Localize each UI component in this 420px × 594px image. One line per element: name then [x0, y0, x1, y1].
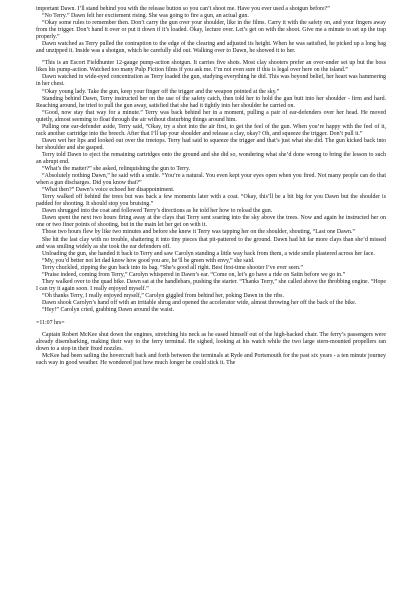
body-paragraph: important Dawn. I’ll stand behind you with the release button so you can’t shoot me. Have you ever used a shotgun before?”: [36, 6, 330, 12]
body-paragraph: Dawn shook Carolyn’s hand off with an irritable shrug and opened the accelerator wide, almost throwing her off the back of the bike.: [42, 299, 357, 306]
body-paragraph: “Absolutely nothing Dawn,” he said with a smile. “You’re a natural. You even kept your eyes open when you fired. Not many people can do that when a gun discharges. Did you know that?”: [36, 173, 386, 187]
body-paragraph: “Good, now stay that way for a minute.” Terry was back behind her in a moment, pulling a pair of ear-defenders over her head. He moved quietly, almost seeming to float through the air without disturbing things around him.: [36, 109, 386, 123]
body-paragraph: “Okay young lady. Take the gun, keep your finger off the trigger and the weapon pointed at the sky.”: [42, 88, 280, 95]
body-paragraph: Terry chuckled, zipping the gun back into its bag. “She’s good all right. Best first-time shooter I’ve ever seen.”: [42, 264, 303, 271]
body-paragraph: Dawn spent the next two hours firing away at the clays that Terry sent soaring into the sky above the trees. Now and again he instructed her on one or two finer points of shooting, but in the main let her get on with it.: [36, 215, 386, 229]
body-paragraph: Unloading the gun, she handed it back to Terry and saw Carolyn standing a little way back from them, a wide smile plastered across her face.: [42, 250, 375, 257]
body-paragraph: Pulling one ear-defender aside, Terry said, “Okay, try a shot into the air first, to get the feel of the gun. When you’re happy with the feel of it, rack another cartridge into the breech. After that I’ll tap your shoulder and release a clay, okay? Oh, and squeeze the trigger. Don’t pull it.”: [36, 123, 386, 137]
body-paragraph: Dawn watched in wide-eyed concentration as Terry loaded the gun, studying everything he did. This was beyond belief, her heart was hammering in her chest.: [36, 74, 386, 88]
body-paragraph: Those two hours flew by like two minutes and before she knew it Terry was tapping her on the shoulder, shouting, “Last one Dawn.”: [42, 229, 356, 236]
body-paragraph: Terry told Dawn to eject the remaining cartridges onto the ground and she did so, wondering what she’d done wrong to bring the lesson to such an abrupt end.: [36, 151, 386, 165]
body-paragraph: “What then?” Dawn’s voice echoed her disappointment.: [42, 187, 175, 194]
body-paragraph: “My, you’d better not let dad know how good you are, he’ll be green with envy,” she said.: [42, 257, 255, 264]
body-paragraph: “What’s the matter?” she asked, relinquishing the gun to Terry.: [42, 166, 191, 173]
body-paragraph: “This is an Escort Fieldhunter 12-gauge pump-action shotgun. It carries five shots. Most clay shooters prefer an over-under set up but the boss likes his pump-action. Watched too many Pulp Fiction films if you ask me. I’m not even sure if this is legal over here on the island.”: [36, 60, 386, 74]
body-paragraph: She hit the last clay with no trouble, shattering it into tiny pieces that pit-pattered to the ground. Dawn had hit far more clays than she’d missed and was smiling widely as she took the ear defenders off.: [36, 236, 386, 250]
section-time-marker: =11:07 hrs=: [36, 320, 65, 327]
body-paragraph: They walked over to the quad bike. Dawn sat at the handlebars, pushing the starter. “Thanks Terry,” she called above the throbbing engine. “Hope I can try it again soon. I really enjoyed myself.”: [36, 278, 386, 292]
body-paragraph: Captain Robert McKee shut down the engines, stretching his neck as he eased himself out of the high-backed chair. The ferry’s passengers were already disembarking, making their way to the ferry terminal. He sighed, looking at his watch while the two large stern-mounted propellers ran down to a stop in their fixed nozzles.: [36, 332, 386, 353]
body-paragraph: “Okay some rules to remember then. Don’t carry the gun over your shoulder, like in the films. Carry it with the safety on, and your fingers away from the trigger. Don’t hand it over or put it down if it’s loaded. Okay, lecture over. Let’s get on with the shoot. Give me a minute to set up the trap properly.”: [36, 20, 386, 41]
body-paragraph: Dawn shrugged into the coat and followed Terry’s directions as he told her how to reload the gun.: [42, 208, 273, 215]
body-paragraph: “Hey!” Carolyn cried, grabbing Dawn around the waist.: [42, 306, 175, 313]
body-paragraph: McKee had been sailing the hovercraft back and forth between the terminals at Ryde and Portsmouth for the past six years - a ten minute journey each way in good weather. He wondered just how much longer he could stick it. The: [36, 353, 386, 367]
body-paragraph: “No Terry.” Dawn felt her excitement rising. She was going to fire a gun, an actual gun.: [42, 13, 249, 20]
body-paragraph: “Oh thanks Terry, I really enjoyed myself,” Carolyn giggled from behind her, poking Dawn in the ribs.: [42, 292, 284, 299]
body-paragraph: Terry walked off behind the trees but was back a few moments later with a coat. “Okay, this’ll be a bit big for you Dawn but the shoulder is padded for shooting. It should stop you bruising.”: [36, 194, 386, 208]
body-paragraph: Dawn wet her lips and looked out over the treetops. Terry had said to squeeze the trigger and that’s just what she did. The gun kicked back into her shoulder and she gasped.: [36, 137, 386, 151]
body-paragraph: Standing behind Dawn, Terry instructed her on the use of the safety catch, then told her to hold the gun butt into her shoulder - firm and hard. Reaching around, he tried to pull the gun away, satisfied that she had it tightly into her shoulder he carried on.: [36, 95, 386, 109]
body-paragraph: Dawn watched as Terry pulled the contraption to the edge of the clearing and adjusted its height. When he was satisfied, he picked up a long bag and unzipped it. Inside was a shotgun, which he carefully slid out. Walking over to Dawn, he showed it to her.: [36, 41, 386, 55]
body-paragraph: “Praise indeed, coming from Terry,” Carolyn whispered in Dawn’s ear. “Come on, let’s go have a ride on Satin before we go in.”: [42, 271, 346, 278]
